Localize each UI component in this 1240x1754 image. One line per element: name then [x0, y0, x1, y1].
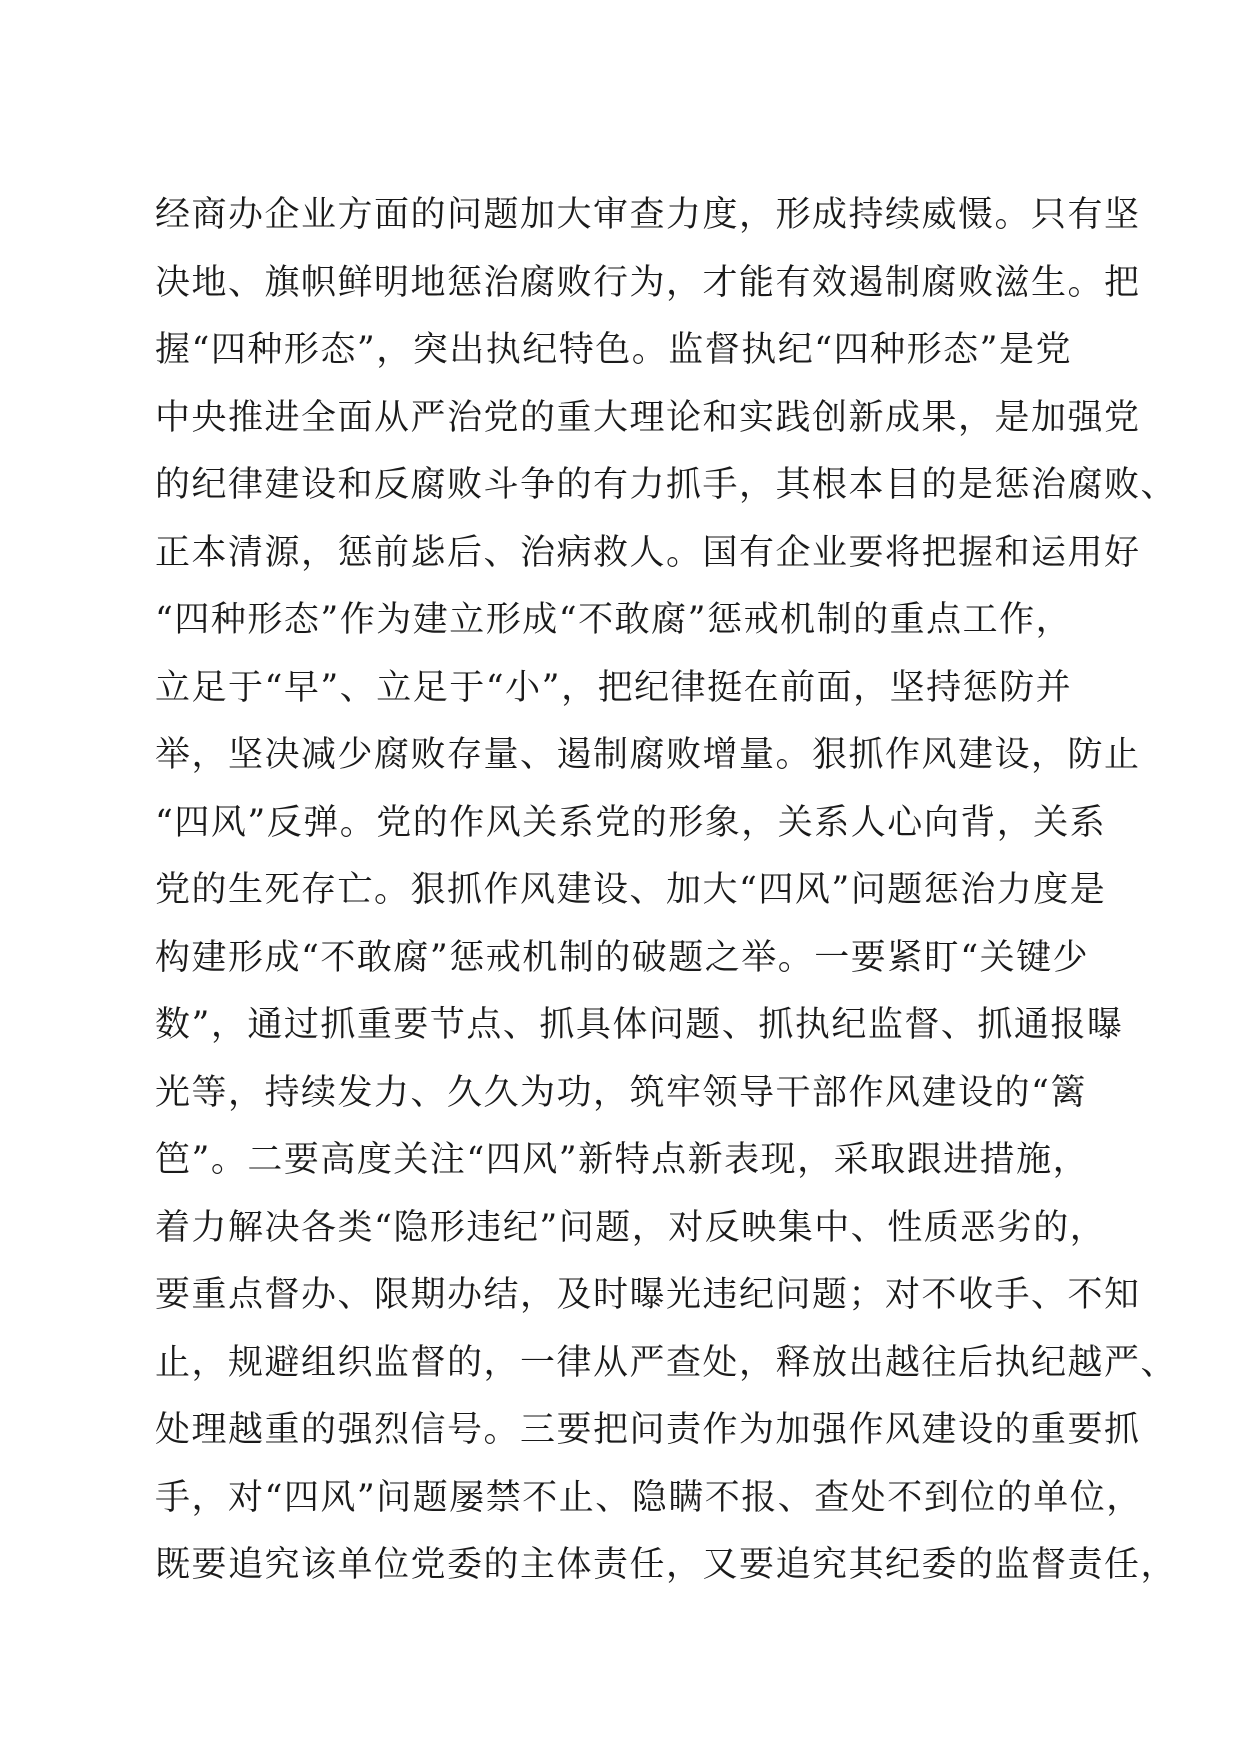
text-line: 处理越重的强烈信号。三要把问责作为加强作风建设的重要抓 — [155, 1410, 1141, 1450]
text-line: 着力解决各类“隐形违纪”问题，对反映集中、性质恶劣的， — [155, 1207, 1107, 1248]
text-line: 构建形成“不敢腐”惩戒机制的破题之举。一要紧盯“关键少 — [155, 937, 1090, 978]
text-line: 握“四种形态”，突出执纪特色。监督执纪“四种形态”是党 — [155, 330, 1073, 370]
text-line: 笆”。二要高度关注“四风”新特点新表现，采取跟进措施， — [155, 1140, 1090, 1180]
text-line: 止，规避组织监督的，一律从严查处，释放出越往后执纪越严、 — [155, 1342, 1178, 1383]
text-line: 经商办企业方面的问题加大审查力度，形成持续威慑。只有坚 — [155, 195, 1141, 235]
text-line: 党的生死存亡。狠抓作风建设、加大“四风”问题惩治力度是 — [155, 870, 1107, 910]
text-line: 光等，持续发力、久久为功，筑牢领导干部作风建设的“篱 — [155, 1072, 1087, 1113]
text-line: 既要追究该单位党委的主体责任，又要追究其纪委的监督责任， — [155, 1545, 1178, 1585]
text-line: 手，对“四风”问题屡禁不止、隐瞒不报、查处不到位的单位， — [155, 1477, 1143, 1518]
text-line: 正本清源，惩前毖后、治病救人。国有企业要将把握和运用好 — [155, 532, 1141, 573]
text-line: 要重点督办、限期办结，及时曝光违纪问题；对不收手、不知 — [155, 1275, 1141, 1315]
text-line: 的纪律建设和反腐败斗争的有力抓手，其根本目的是惩治腐败、 — [155, 465, 1178, 505]
text-line: 立足于“早”、立足于“小”，把纪律挺在前面，坚持惩防并 — [155, 667, 1073, 708]
text-line: 中央推进全面从严治党的重大理论和实践创新成果，是加强党 — [155, 397, 1141, 438]
body-text — [155, 182, 1178, 1600]
text-line: “四风”反弹。党的作风关系党的形象，关系人心向背，关系 — [155, 802, 1107, 843]
text-line: 数”，通过抓重要节点、抓具体问题、抓执纪监督、抓通报曝 — [155, 1005, 1124, 1045]
text-line: 决地、旗帜鲜明地惩治腐败行为，才能有效遏制腐败滋生。把 — [155, 262, 1141, 303]
text-line: 举，坚决减少腐败存量、遏制腐败增量。狠抓作风建设，防止 — [155, 735, 1141, 775]
text-line: “四种形态”作为建立形成“不敢腐”惩戒机制的重点工作， — [155, 600, 1073, 640]
